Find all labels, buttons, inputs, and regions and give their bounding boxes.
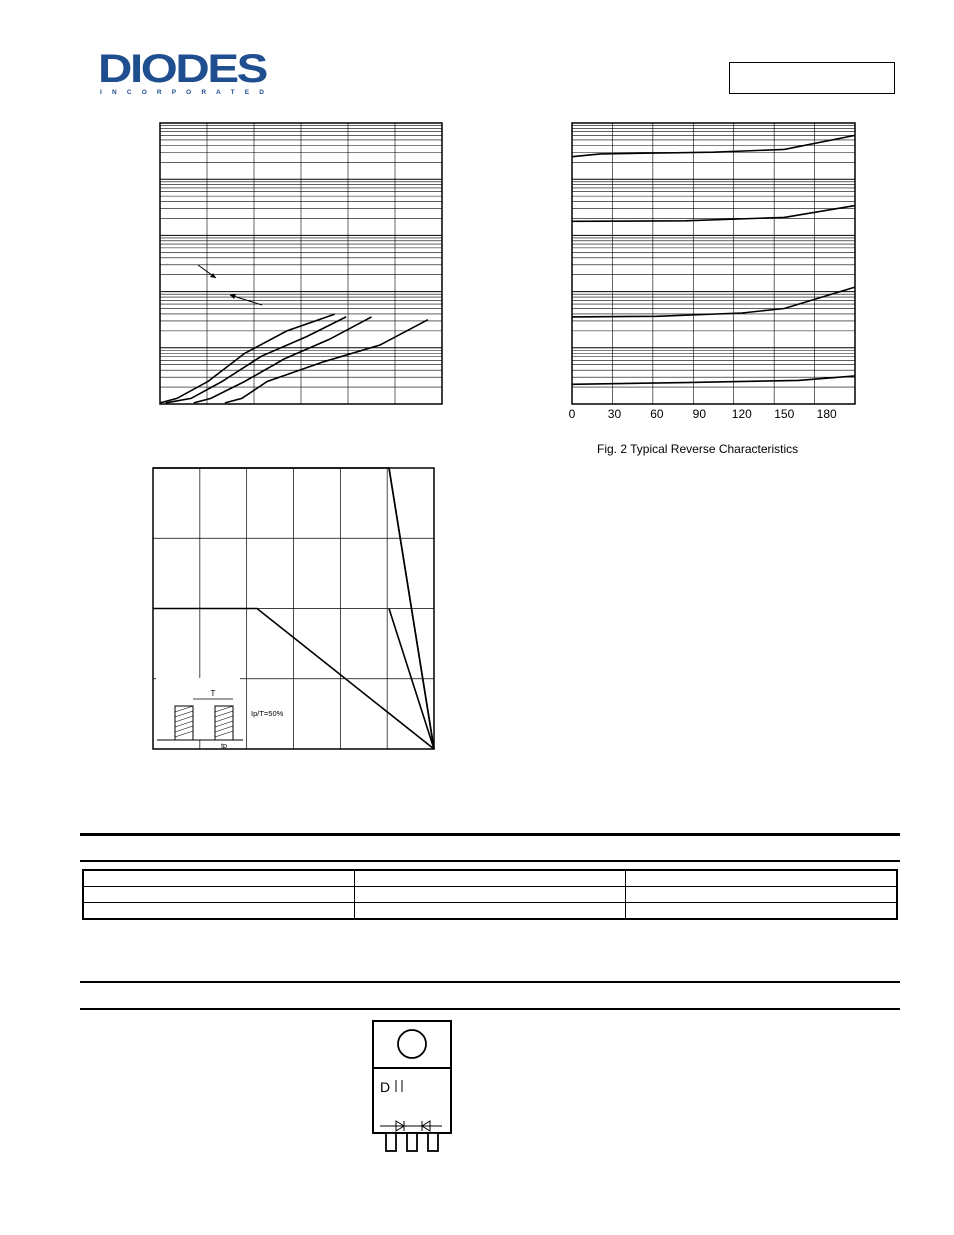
x-tick-label: 0: [568, 407, 576, 421]
fig1-forward-chart: [160, 123, 442, 404]
x-tick-label: 120: [731, 407, 752, 421]
table-cell: [84, 871, 355, 886]
package-lead: [386, 1133, 396, 1151]
section-rule-3: [80, 1008, 900, 1010]
fig2-reverse-chart: [568, 123, 855, 423]
table-cell: [355, 871, 626, 886]
package-marking-drawing: [372, 1020, 452, 1155]
x-tick-label: 90: [692, 407, 707, 421]
svg-text:I N C O R P O R A T E D: I N C O R P O R A T E D: [100, 89, 264, 96]
x-tick-label: 30: [607, 407, 622, 421]
part-number-box: [729, 62, 895, 94]
x-tick-label: 180: [816, 407, 837, 421]
table-cell: [355, 903, 626, 918]
table-cell: [84, 887, 355, 902]
package-body: [373, 1068, 451, 1133]
tp-label: tp: [221, 743, 227, 750]
section-rule-top: [80, 833, 900, 836]
section-rule-2: [80, 981, 900, 983]
period-label: T: [210, 689, 216, 698]
table-cell: [626, 903, 896, 918]
pulse-waveform-inset: [156, 678, 243, 750]
section-rule: [80, 860, 900, 862]
table-cell: [355, 887, 626, 902]
package-lead: [407, 1133, 417, 1151]
ordering-info-table: [82, 869, 898, 920]
duty-label: Ip/T=50%: [251, 709, 284, 718]
fig2-caption: Fig. 2 Typical Reverse Characteristics: [597, 442, 799, 456]
table-row: [84, 903, 896, 918]
inset-bg: [156, 678, 240, 740]
fig3-derating-chart: [153, 468, 434, 749]
table-row: [84, 887, 896, 903]
x-tick-label: 60: [650, 407, 664, 421]
svg-text:DIODES: DIODES: [98, 47, 268, 91]
mounting-hole: [398, 1030, 426, 1058]
table-row: [84, 871, 896, 887]
table-cell: [84, 903, 355, 918]
x-tick-label: 150: [774, 407, 795, 421]
diodes-logo: [98, 48, 270, 96]
table-cell: [626, 887, 896, 902]
table-cell: [626, 871, 896, 886]
plot-frame: [572, 123, 855, 404]
package-marking-logo: D: [380, 1079, 391, 1095]
package-lead: [428, 1133, 438, 1151]
